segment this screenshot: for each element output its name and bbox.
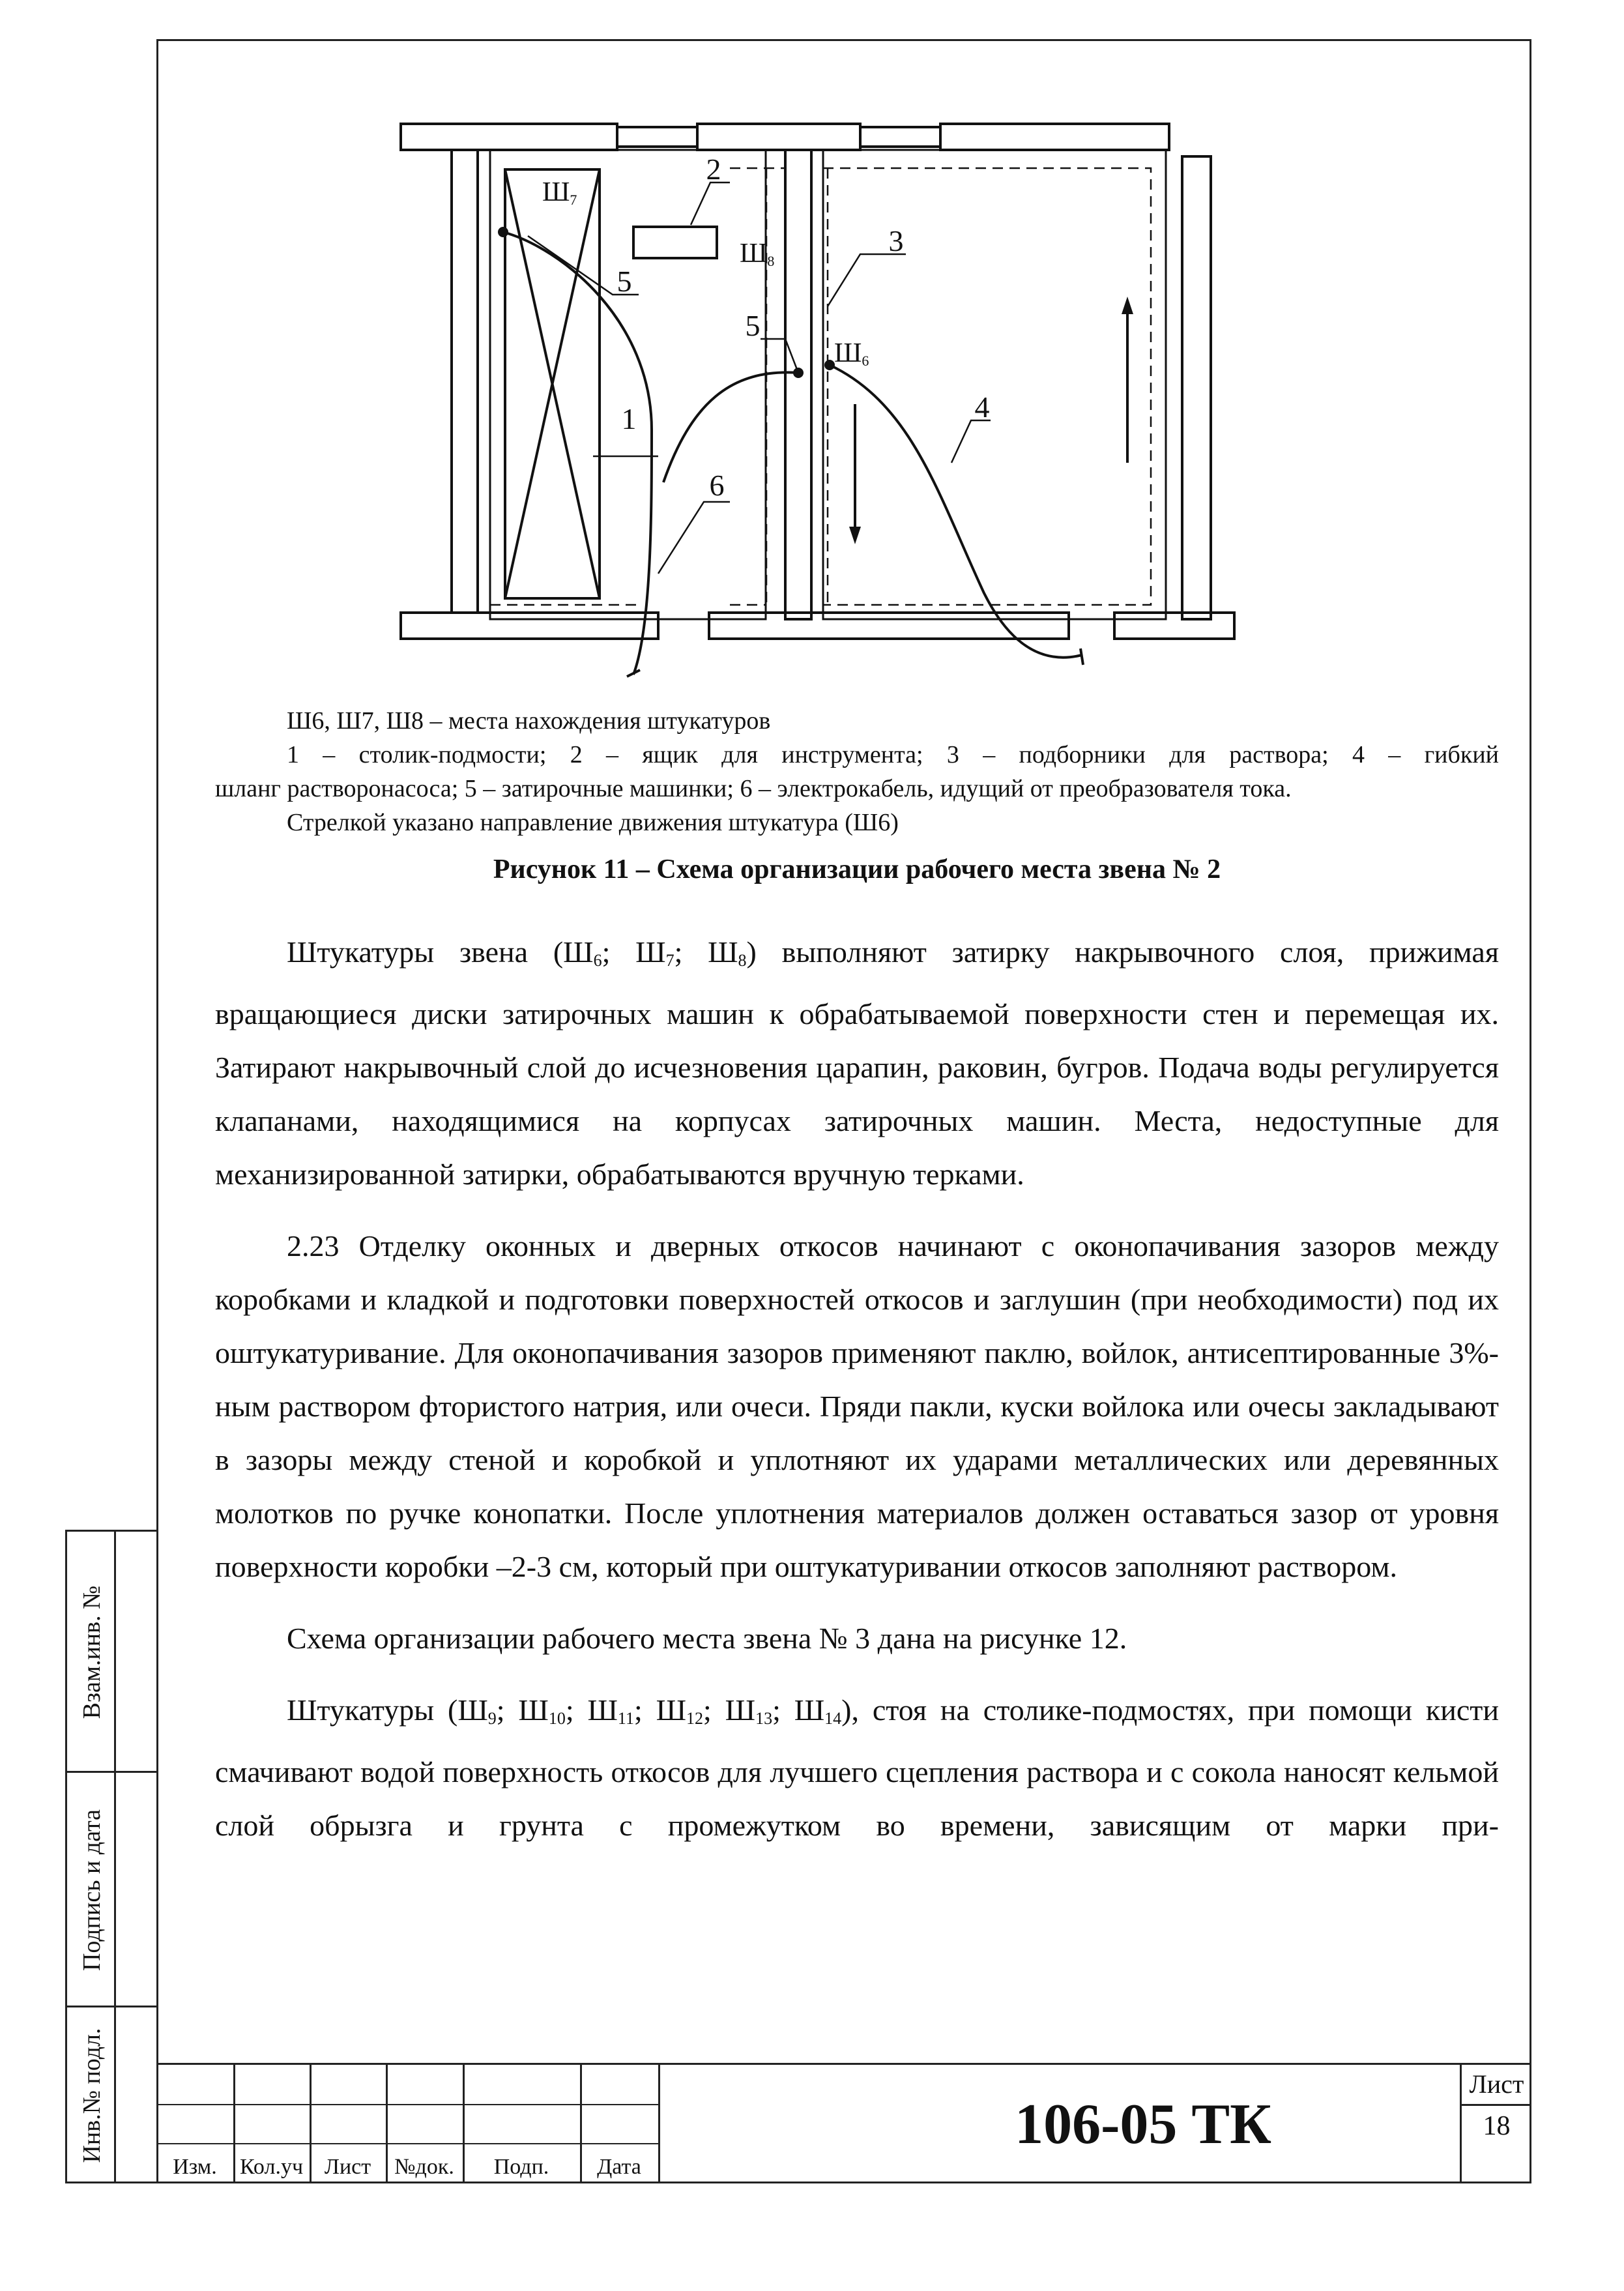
bottom-wall-left — [401, 613, 658, 639]
margin-stamp — [65, 1530, 156, 2183]
stamp-header-podp: Подп. — [493, 2155, 549, 2179]
left-outer-wall — [452, 150, 478, 613]
top-wall-mid — [697, 124, 860, 150]
room-left — [490, 150, 766, 619]
paragraph-2: 2.23 Отделку оконных и дверных откосов начинают с оконопачивания зазоров между коробками и кладкой и подготовки поверхностей откосов и заглушин (при необходимости) под их оштукатуривание. Для оконопачивания зазоров применяют паклю, войлок, антисептированные 3%-ным раствором фтористого натрия, или очеси. Пряди пакли, куски войлока или очесы закладывают в зазоры между стеной и коробкой и уплотняют их ударами металлических или деревянных молотков по ручке конопатки. После уплотнения материалов должен оставаться зазор от уровня поверхности коробки –2-3 см, который при оштукатуривании откосов заполняют раствором. — [215, 1229, 1499, 1583]
sheet-box — [1460, 2065, 1531, 2183]
body-text — [215, 926, 1499, 1852]
label-toolbox: 2 — [706, 153, 721, 186]
stamp-header-data: Дата — [597, 2155, 641, 2179]
workplace-diagram — [156, 39, 1329, 697]
right-outer-wall — [1182, 156, 1211, 619]
label-worker-7: Ш7 — [542, 177, 577, 208]
figure-caption: Рисунок 11 – Схема организации рабочего места звена № 2 — [493, 854, 1221, 884]
mortar-picker-left — [730, 168, 785, 605]
stamp-header-kolich: Кол.уч — [239, 2155, 304, 2179]
paragraph-3: Схема организации рабочего места звена № 3 дана на рисунке 12. — [287, 1622, 1127, 1655]
paragraph-1: Штукатуры звена ($Ш_6$; $Ш_7$; $Ш_8$) выполняют затирку накрывочного слоя, прижимая вращающиеся диски затирочных машин к обрабатываемой поверхности стен и перемещая их. Затирают накрывочный слой до исчезновения царапин, раковин, бугров. Подача воды регулируется клапанами, находящимися на корпусах затирочных машин. Места, недоступные для механизированной затирки, обрабатываются вручную терками. — [215, 935, 1500, 1191]
legend-line-4: Стрелкой указано направление движения штукатура (Ш6) — [287, 809, 899, 836]
label-machine-left: 5 — [616, 265, 632, 298]
revision-grid — [156, 2065, 658, 2183]
bottom-wall-mid — [709, 613, 1069, 639]
mortar-picker-right — [823, 168, 1151, 605]
label-hose: 4 — [974, 390, 990, 424]
label-machine-center: 5 — [745, 309, 761, 342]
top-wall-left — [401, 124, 617, 150]
document-code: 106-05 ТК — [658, 2065, 1624, 2183]
figure-legend — [215, 704, 1499, 839]
legend-line-2: 1 – столик-подмости; 2 – ящик для инструмента; 3 – подборники для раствора; 4 – гибкий — [287, 741, 1499, 768]
partition-wall — [785, 150, 811, 619]
window-left — [617, 127, 697, 147]
label-stand: 1 — [621, 402, 637, 435]
bottom-wall-right — [1114, 613, 1234, 639]
stamp-header-ndok: №док. — [394, 2155, 454, 2179]
margin-label-inv: Инв.№ подл. — [78, 2028, 106, 2163]
margin-label-podpis: Подпись и дата — [78, 1809, 106, 1972]
sheet-number: 18 — [1483, 2111, 1511, 2141]
room-right — [823, 150, 1166, 619]
cable-center — [663, 372, 798, 482]
label-worker-8: Ш8 — [740, 239, 775, 269]
margin-label-vzam: Взам.инв. № — [78, 1585, 106, 1719]
stamp-header-list: Лист — [324, 2155, 371, 2179]
stamp-header-izm: Изм. — [173, 2155, 217, 2179]
paragraph-4: Штукатуры ($Ш_9$; $Ш_{10}$; $Ш_{11}$; $Ш_{12}$; $Ш_{13}$; $Ш_{14}$), стоя на столике-подмостях, при помощи кисти смачивают водой поверхность откосов для лучшего сцепления раствора и с сокола наносят кельмой слой обрызга и грунта с промежутком во времени, зависящим от марки при- — [215, 1693, 1499, 1842]
label-mortar-pickers: 3 — [888, 224, 904, 257]
window-right — [860, 127, 940, 147]
legend-line-1: Ш6, Ш7, Ш8 – места нахождения штукатуров — [287, 707, 771, 735]
top-wall-right — [940, 124, 1169, 150]
label-worker-6: Ш6 — [834, 338, 869, 369]
title-block — [156, 2063, 1531, 2183]
legend-line-3: шланг растворонасоса; 5 – затирочные машинки; 6 – электрокабель, идущий от преобразователя тока. — [215, 775, 1292, 802]
cable-path — [503, 232, 652, 675]
sheet-label: Лист — [1462, 2065, 1531, 2106]
toolbox-rect — [633, 227, 717, 258]
label-cable: 6 — [709, 469, 725, 502]
